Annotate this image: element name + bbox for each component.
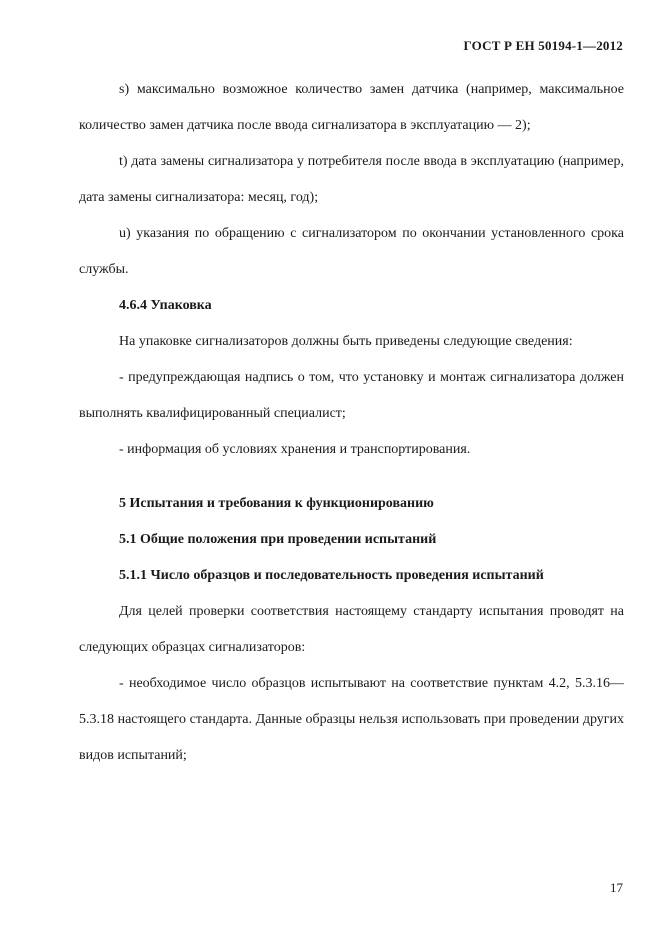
section-heading-5-1: 5.1 Общие положения при проведении испытаний xyxy=(119,532,437,547)
section-gap xyxy=(79,468,624,486)
paragraph-packaging-item-2: - информация об условиях хранения и транспортирования. xyxy=(119,442,471,457)
paragraph-samples-intro: Для целей проверки соответствия настоящему стандарту испытания проводят на следующих образцах сигнализаторов: xyxy=(79,604,624,655)
section-heading-5: 5 Испытания и требования к функционированию xyxy=(119,496,434,511)
section-heading-4-6-4: 4.6.4 Упаковка xyxy=(119,298,212,313)
paragraph-packaging-item-1: - предупреждающая надпись о том, что установку и монтаж сигнализатора должен выполнять квалифицированный специалист; xyxy=(79,370,624,421)
paragraph-item-u: u) указания по обращению с сигнализатором по окончании установленного срока службы. xyxy=(79,226,624,277)
section-heading-5-1-1: 5.1.1 Число образцов и последовательность проведения испытаний xyxy=(119,568,544,583)
paragraph-item-s: s) максимально возможное количество замен датчика (например, максимальное количество замен датчика после ввода сигнализатора в эксплуатацию — 2); xyxy=(79,82,624,133)
document-header-id: ГОСТ Р ЕН 50194-1—2012 xyxy=(463,38,623,53)
paragraph-samples-item-1: - необходимое число образцов испытывают на соответствие пунктам 4.2, 5.3.16—5.3.18 настоящего стандарта. Данные образцы нельзя использовать при проведении других видов испытаний; xyxy=(79,676,624,763)
page-number: 17 xyxy=(610,880,623,895)
document-body xyxy=(79,72,624,774)
paragraph-item-t: t) дата замены сигнализатора у потребителя после ввода в эксплуатацию (например, дата замены сигнализатора: месяц, год); xyxy=(79,154,624,205)
paragraph-packaging-intro: На упаковке сигнализаторов должны быть приведены следующие сведения: xyxy=(119,334,573,349)
